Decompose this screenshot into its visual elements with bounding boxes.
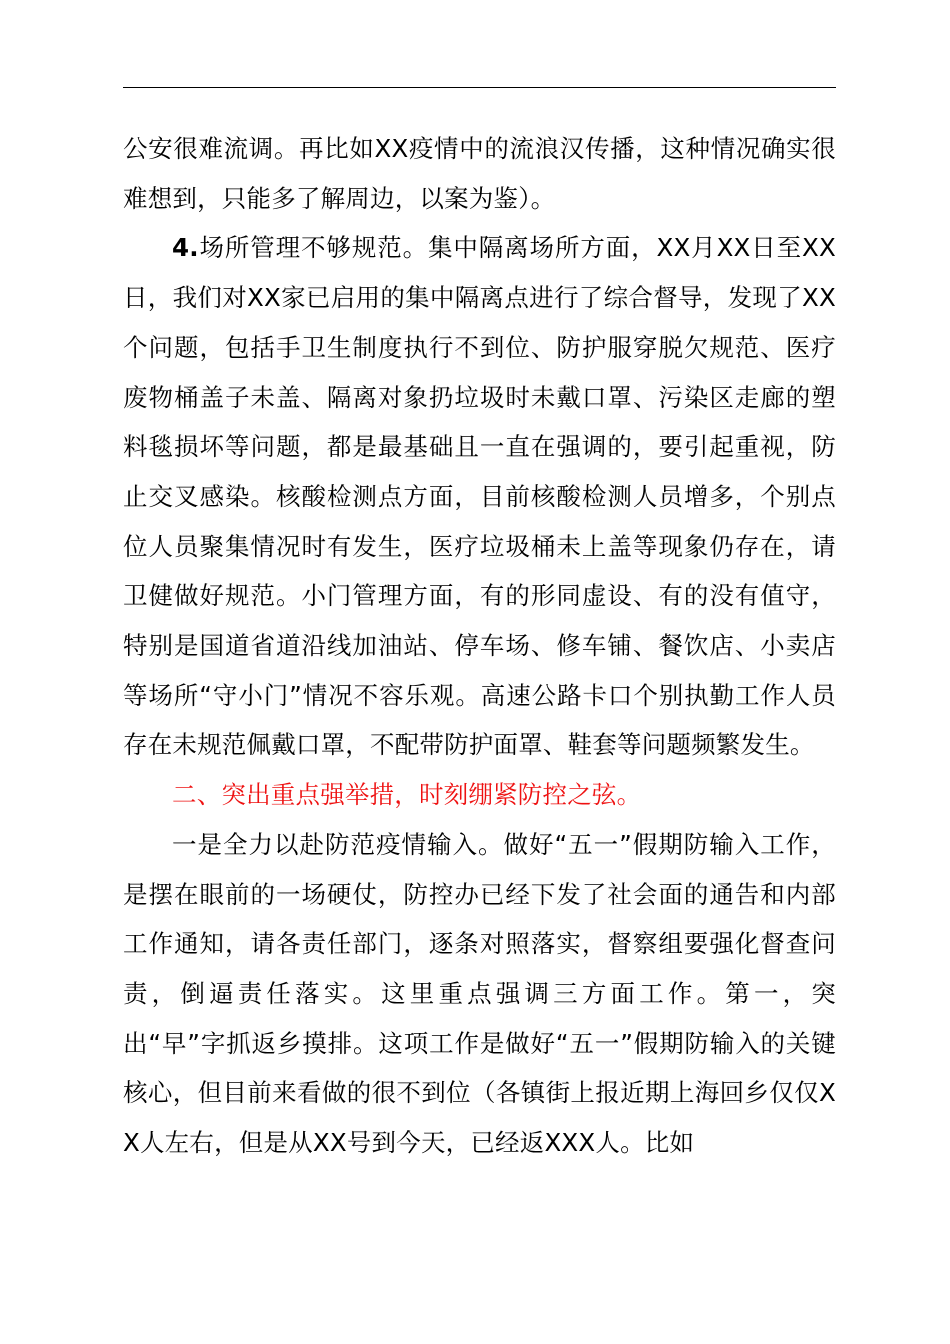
paragraph-text: 公安很难流调。再比如XX疫情中的流浪汉传播，这种情况确实很难想到，只能多了解周边，以案为鉴）。 (123, 134, 836, 213)
paragraph-measure-1 (123, 820, 836, 1168)
header-rule (123, 87, 836, 88)
paragraph-text: 场所管理不够规范。集中隔离场所方面，XX月XX日至XX日，我们对XX家已启用的集中隔离点进行了综合督导，发现了XX个问题，包括手卫生制度执行不到位、防护服穿脱欠规范、医疗废物桶盖子未盖、隔离对象扔垃圾时未戴口罩、污染区走廊的塑料毯损坏等问题，都是最基础且一直在强调的，要引起重视，防止交叉感染。核酸检测点方面，目前核酸检测人员增多，个别点位人员聚集情况时有发生，医疗垃圾桶未上盖等现象仍存在，请卫健做好规范。小门管理方面，有的形同虚设、有的没有值守，特别是国道省道沿线加油站、停车场、修车铺、餐饮店、小卖店等场所“守小门”情况不容乐观。高速公路卡口个别执勤工作人员存在未规范佩戴口罩，不配带防护面罩、鞋套等问题频繁发生。 (123, 233, 836, 760)
paragraph-continuation (123, 124, 836, 223)
paragraph-item-4 (123, 223, 836, 770)
item-number: 4. (172, 233, 199, 263)
section-heading (123, 770, 836, 820)
paragraph-text: 一是全力以赴防范疫情输入。做好“五一”假期防输入工作，是摆在眼前的一场硬仗，防控办已经下发了社会面的通告和内部工作通知，请各责任部门，逐条对照落实，督察组要强化督查问责，倒逼责任落实。这里重点强调三方面工作。第一，突出“早”字抓返乡摸排。这项工作是做好“五一”假期防输入的关键核心，但目前来看做的很不到位（各镇街上报近期上海回乡仅仅XX人左右，但是从XX号到今天，已经返XXX人。比如 (123, 829, 836, 1158)
section-heading-text: 二、突出重点强举措，时刻绷紧防控之弦。 (172, 780, 642, 810)
document-body (123, 124, 836, 1168)
